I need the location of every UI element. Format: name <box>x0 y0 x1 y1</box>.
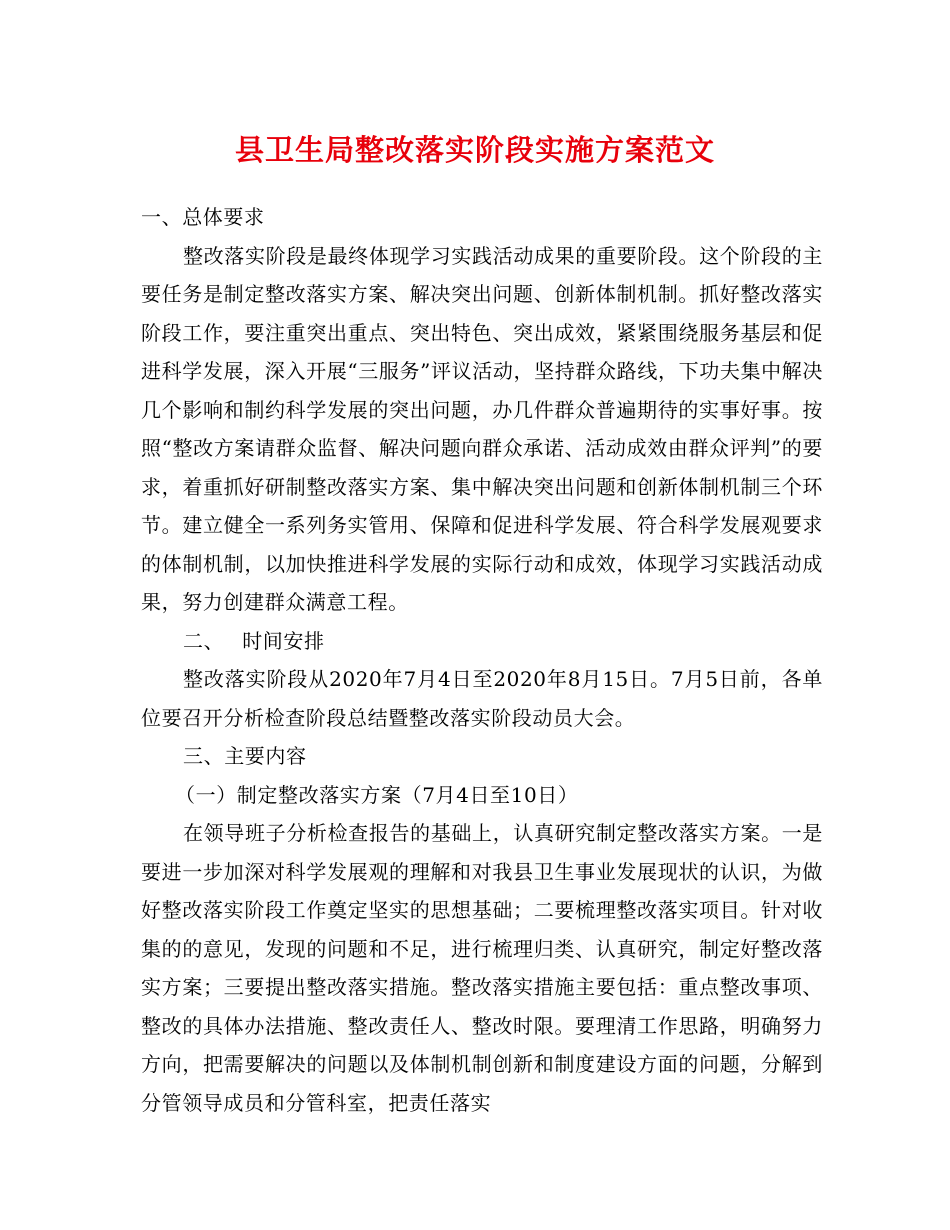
section-3-paragraph: 在领导班子分析检查报告的基础上，认真研究制定整改落实方案。一是要进一步加深对科学发展观的理解和对我县卫生事业发展现状的认识，为做好整改落实阶段工作奠定坚实的思想基础；二要梳理整改落实项目。针对收集的的意见，发现的问题和不足，进行梳理归类、认真研究，制定好整改落实方案；三要提出整改落实措施。整改落实措施主要包括：重点整改事项、整改的具体办法措施、整改责任人、整改时限。要理清工作思路，明确努力方向，把需要解决的问题以及体制机制创新和制度建设方面的问题，分解到分管领导成员和分管科室，把责任落实 <box>141 821 823 1115</box>
section-2-heading-text: 时间安排 <box>242 628 325 653</box>
document-title: 县卫生局整改落实阶段实施方案范文 <box>234 133 715 167</box>
section-2-paragraph: 整改落实阶段从2020年7月4日至2020年8月15日。7月5日前，各单位要召开分析检查阶段总结暨整改落实阶段动员大会。 <box>141 667 823 730</box>
section-2-heading <box>141 622 823 661</box>
section-3-subheading-1: （一）制定整改落实方案（7月4日至10日） <box>175 782 579 807</box>
section-1-heading: 一、总体要求 <box>141 205 265 229</box>
document-body <box>141 198 823 1122</box>
section-1-paragraph: 整改落实阶段是最终体现学习实践活动成果的重要阶段。这个阶段的主要任务是制定整改落实方案、解决突出问题、创新体制机制。抓好整改落实阶段工作，要注重突出重点、突出特色、突出成效，紧紧围绕服务基层和促进科学发展，深入开展“三服务”评议活动，坚持群众路线，下功夫集中解决几个影响和制约科学发展的突出问题，办几件群众普遍期待的实事好事。按照“整改方案请群众监督、解决问题向群众承诺、活动成效由群众评判”的要求，着重抓好研制整改落实方案、集中解决突出问题和创新体制机制三个环节。建立健全一系列务实管用、保障和促进科学发展、符合科学发展观要求的体制机制，以加快推进科学发展的实际行动和成效，体现学习实践活动成果，努力创建群众满意工程。 <box>141 243 823 614</box>
section-2-heading-number: 二、 <box>183 628 225 653</box>
section-3-heading: 三、主要内容 <box>183 744 307 768</box>
